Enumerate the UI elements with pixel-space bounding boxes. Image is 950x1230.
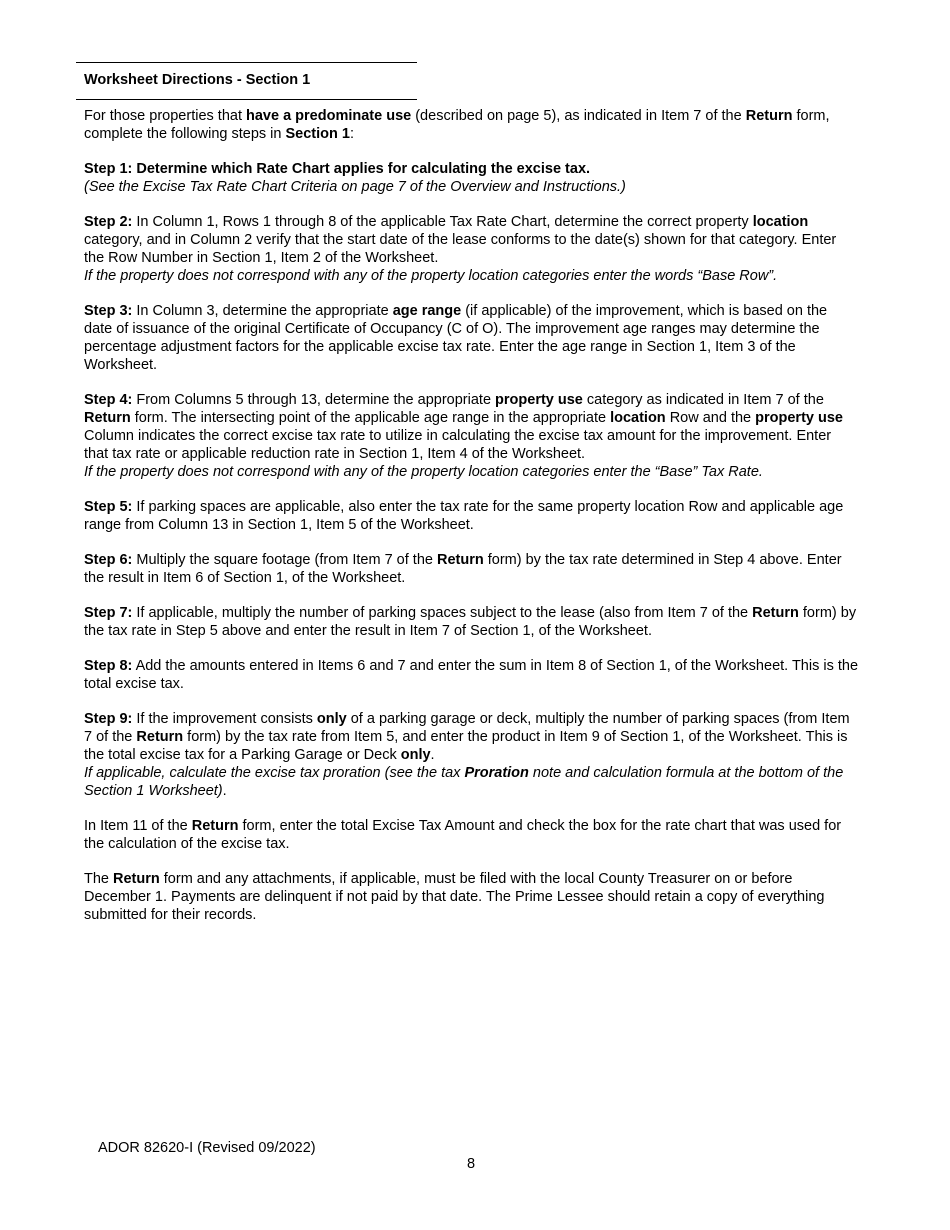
- text-run: .: [222, 783, 227, 799]
- text-run: (described on page 5), as indicated in Item 7 of the: [411, 108, 746, 124]
- section-heading: Worksheet Directions - Section 1: [84, 72, 311, 88]
- text-run: Column indicates the correct excise tax rate to utilize in calculating the excise tax amount for the improvement. Enter that tax rate or applicable reduction rate in Section 1, Item 4 of the Worksheet.: [84, 428, 832, 462]
- bold-text-run: Step 6:: [84, 552, 133, 568]
- text-run: form) by the tax rate from Item 5, and enter the product in Item 9 of Section 1, of the Worksheet. This is the total excise tax for a Parking Garage or Deck: [84, 729, 848, 763]
- page-number: 8: [467, 1156, 476, 1172]
- text-run: (if applicable) of the improvement, which is based on the date of issuance of the original Certificate of Occupancy (C of O). The improvement age ranges may determine the percentage adjustment factors for the applicable excise tax rate. Enter the age range in Section 1, Item 3 of the Worksheet.: [84, 303, 828, 373]
- text-run: If applicable, multiply the number of parking spaces subject to the lease (also from Item 7 of the: [132, 605, 753, 621]
- text-run: form, complete the following steps in: [84, 108, 830, 142]
- text-run: category, and in Column 2 verify that the start date of the lease conforms to the date(s) shown for that category. Enter the Row Number in Section 1, Item 2 of the Worksheet.: [84, 232, 837, 266]
- step-4: [84, 391, 859, 481]
- bold-text-run: age range: [392, 303, 462, 319]
- bold-text-run: Step 8:: [84, 658, 133, 674]
- text-run: Multiply the square footage (from Item 7 of the: [132, 552, 437, 568]
- text-run: form) by the tax rate in Step 5 above and enter the result in Item 7 of Section 1, of the Worksheet.: [84, 605, 857, 639]
- step-2: [84, 213, 859, 285]
- text-run: If applicable, calculate the excise tax proration (see the tax: [84, 765, 465, 781]
- bold-text-run: Step 4:: [84, 392, 133, 408]
- step-7: [84, 604, 859, 640]
- step-9-body: [84, 711, 850, 763]
- bold-text-run: have a predominate use: [246, 108, 412, 124]
- text-run: form and any attachments, if applicable, must be filed with the local County Treasurer on or before December 1. Payments are delinquent if not paid by that date. The Prime Lessee should retain a copy of everything submitted for their records.: [84, 871, 825, 923]
- bold-text-run: Step 9:: [84, 711, 133, 727]
- text-run: Row and the: [665, 410, 756, 426]
- bold-text-run: Step 3:: [84, 303, 133, 319]
- bold-text-run: only: [400, 747, 431, 763]
- bold-text-run: Section 1: [285, 126, 350, 142]
- bold-text-run: Return: [113, 871, 160, 887]
- text-run: .: [430, 747, 435, 763]
- step-1: [84, 160, 859, 196]
- bold-text-run: Return: [136, 729, 184, 745]
- step-8: [84, 657, 859, 693]
- bold-text-run: Return: [745, 108, 793, 124]
- bold-text-run: Return: [437, 552, 484, 568]
- bold-text-run: Step 5:: [84, 499, 133, 515]
- text-run: of a parking garage or deck, multiply the number of parking spaces (from Item 7 of the: [84, 711, 850, 745]
- step-4-body: [84, 392, 843, 462]
- text-run: note and calculation formula at the bottom of the Section 1 Worksheet): [84, 765, 844, 799]
- text-run: If the improvement consists: [132, 711, 317, 727]
- text-run: category as indicated in Item 7 of the: [582, 392, 824, 408]
- bold-text-run: Return: [191, 818, 239, 834]
- text-run: The: [84, 871, 114, 887]
- bold-text-run: Return: [752, 605, 799, 621]
- step-9-note: [84, 765, 843, 799]
- text-run: In Item 11 of the: [84, 818, 192, 834]
- intro-paragraph: [84, 107, 859, 143]
- text-run: For those properties that: [84, 108, 246, 124]
- bold-text-run: Step 2:: [84, 214, 133, 230]
- step-3: [84, 302, 859, 374]
- step-9: [84, 710, 859, 800]
- bold-text-run: Proration: [464, 765, 529, 781]
- bold-text-run: location: [752, 214, 809, 230]
- text-run: form. The intersecting point of the applicable age range in the appropriate: [130, 410, 611, 426]
- form-id: ADOR 82620-I (Revised 09/2022): [98, 1140, 316, 1156]
- text-run: Add the amounts entered in Items 6 and 7 and enter the sum in Item 8 of Section 1, of the Worksheet. This is the total excise tax.: [84, 658, 859, 692]
- bold-text-run: Return: [84, 410, 131, 426]
- heading-top-rule: [76, 62, 417, 63]
- step-1-note: (See the Excise Tax Rate Chart Criteria on page 7 of the Overview and Instructions.): [84, 179, 626, 195]
- bold-text-run: property use: [495, 392, 583, 408]
- step-1-title: Step 1: Determine which Rate Chart applies for calculating the excise tax.: [84, 161, 591, 177]
- text-run: From Columns 5 through 13, determine the appropriate: [132, 392, 496, 408]
- closing-paragraph: [84, 870, 859, 924]
- item-11-paragraph: [84, 817, 859, 853]
- step-6: [84, 551, 859, 587]
- bold-text-run: Step 7:: [84, 605, 133, 621]
- text-run: form) by the tax rate determined in Step 4 above. Enter the result in Item 6 of Section 1, of the Worksheet.: [84, 552, 842, 586]
- step-5: [84, 498, 859, 534]
- step-4-note: If the property does not correspond with any of the property location categories enter the “Base” Tax Rate.: [84, 464, 763, 480]
- bold-text-run: location: [610, 410, 666, 426]
- step-2-body: [84, 214, 836, 266]
- bold-text-run: only: [316, 711, 347, 727]
- heading-bottom-rule: [76, 99, 417, 100]
- bold-text-run: property use: [755, 410, 843, 426]
- text-run: In Column 1, Rows 1 through 8 of the applicable Tax Rate Chart, determine the correct property: [132, 214, 753, 230]
- text-run: In Column 3, determine the appropriate: [132, 303, 393, 319]
- text-run: :: [349, 126, 354, 142]
- text-run: form, enter the total Excise Tax Amount and check the box for the rate chart that was used for the calculation of the excise tax.: [84, 818, 842, 852]
- step-2-note: If the property does not correspond with any of the property location categories enter the words “Base Row”.: [84, 268, 778, 284]
- text-run: If parking spaces are applicable, also enter the tax rate for the same property location Row and applicable age range from Column 13 in Section 1, Item 5 of the Worksheet.: [84, 499, 844, 533]
- directions-body: [84, 107, 859, 941]
